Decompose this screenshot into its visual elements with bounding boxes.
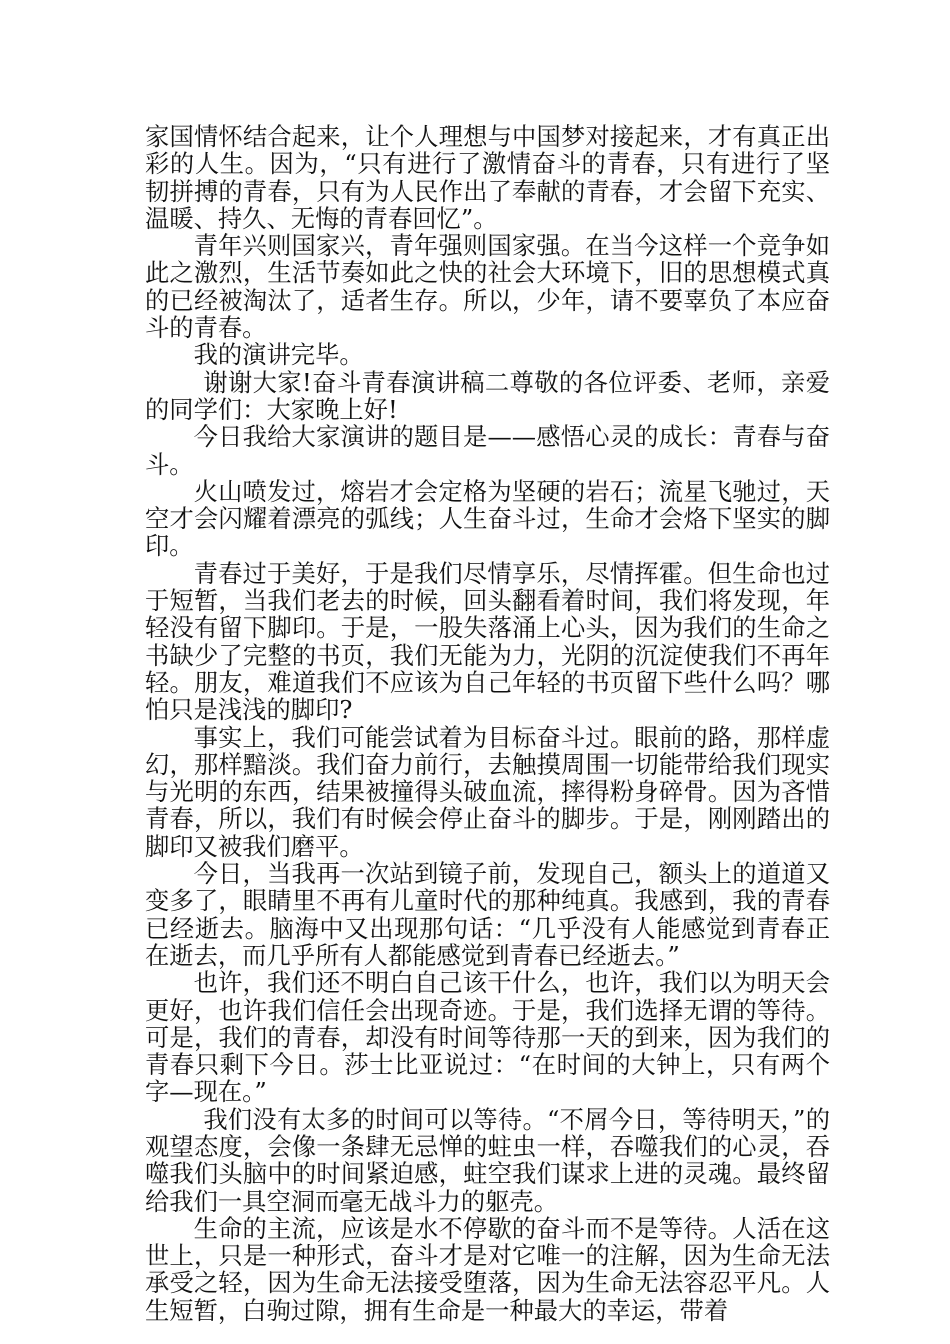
- paragraph-4: 谢谢大家!奋斗青春演讲稿二尊敬的各位评委、老师，亲爱的同学们：大家晚上好!: [145, 367, 830, 424]
- paragraph-2: 青年兴则国家兴，青年强则国家强。在当今这样一个竞争如此之激烈，生活节奏如此之快的社会大环境下，旧的思想模式真的已经被淘汰了，适者生存。所以，少年，请不要辜负了本应奋斗的青春。: [145, 231, 830, 343]
- paragraph-8: 事实上，我们可能尝试着为目标奋斗过。眼前的路，那样虚幻，那样黯淡。我们奋力前行，去触摸周围一切能带给我们现实与光明的东西，结果被撞得头破血流，摔得粉身碎骨。因为吝惜青春，所以，我们有时候会停止奋斗的脚步。于是，刚刚踏出的脚印又被我们磨平。: [145, 722, 830, 861]
- paragraph-10: 也许，我们还不明白自己该干什么，也许，我们以为明天会更好，也许我们信任会出现奇迹。于是，我们选择无谓的等待。可是，我们的青春，却没有时间等待那一天的到来，因为我们的青春只剩下今日。莎士比亚说过：“在时间的大钟上，只有两个字—现在。”: [145, 968, 830, 1107]
- paragraph-6: 火山喷发过，熔岩才会定格为坚硬的岩石；流星飞驰过，天空才会闪耀着漂亮的弧线；人生奋斗过，生命才会烙下坚实的脚印。: [145, 476, 830, 561]
- paragraph-7: 青春过于美好，于是我们尽情享乐，尽情挥霍。但生命也过于短暂，当我们老去的时候，回头翻看着时间，我们将发现，年轻没有留下脚印。于是，一股失落涌上心头，因为我们的生命之书缺少了完整的书页，我们无能为力，光阴的沉淀使我们不再年轻。朋友，难道我们不应该为自己年轻的书页留下些什么吗？哪怕只是浅浅的脚印?: [145, 558, 830, 725]
- paragraph-12: 生命的主流，应该是水不停歇的奋斗而不是等待。人活在这世上，只是一种形式，奋斗才是对它唯一的注解，因为生命无法承受之轻，因为生命无法接受堕落，因为生命无法容忍平凡。人生短暂，白驹过隙，拥有生命是一种最大的幸运，带着: [145, 1213, 830, 1325]
- paragraph-3: 我的演讲完毕。: [193, 340, 364, 370]
- document-body: [145, 123, 830, 1324]
- paragraph-1: 家国情怀结合起来，让个人理想与中国梦对接起来，才有真正出彩的人生。因为，“只有进行了激情奋斗的青春，只有进行了坚韧拼搏的青春，只有为人民作出了奉献的青春，才会留下充实、温暖、持久、无悔的青春回忆”。: [145, 122, 830, 233]
- paragraph-9: 今日，当我再一次站到镜子前，发现自己，额头上的道道又变多了，眼睛里不再有儿童时代的那种纯真。我感到，我的青春已经逝去。脑海中又出现那句话：“几乎没有人能感觉到青春正在逝去，而几乎所有人都能感觉到青春已经逝去。”: [145, 859, 830, 970]
- paragraph-5: 今日我给大家演讲的题目是——感悟心灵的成长：青春与奋斗。: [145, 422, 830, 479]
- paragraph-11: 我们没有太多的时间可以等待。“不屑今日，等待明天，”的观望态度，会像一条肆无忌惮的蛀虫一样，吞噬我们的心灵，吞噬我们头脑中的时间紧迫感，蛀空我们谋求上进的灵魂。最终留给我们一具空洞而毫无战斗力的躯壳。: [145, 1104, 830, 1216]
